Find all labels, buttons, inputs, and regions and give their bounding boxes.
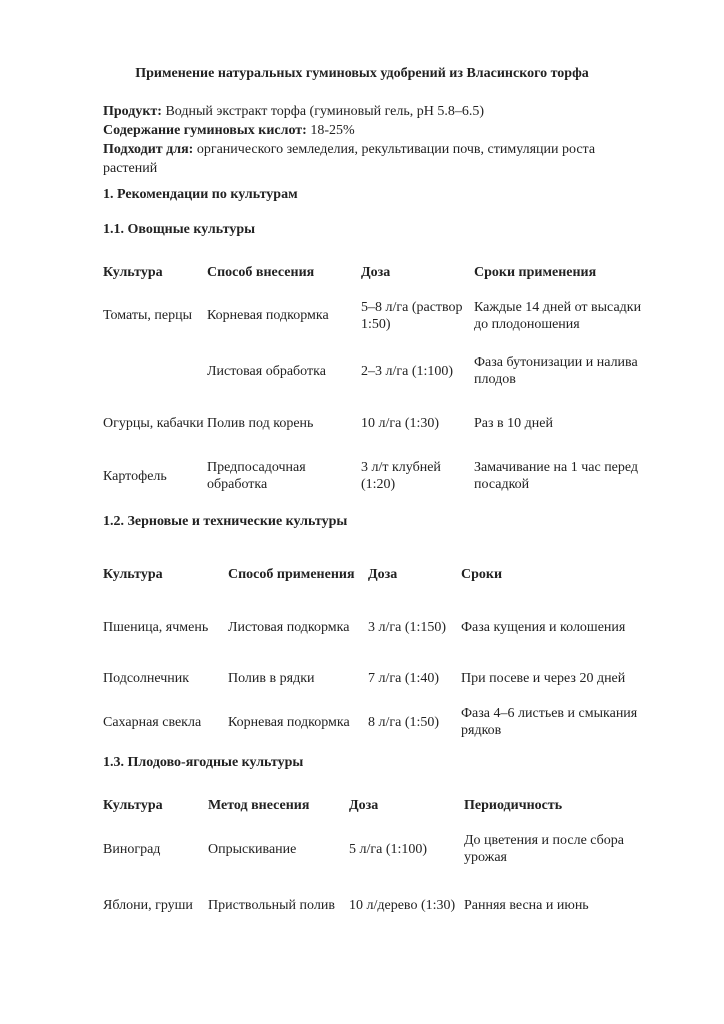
vegetables-heading: 1.1. Овощные культуры: [103, 222, 256, 237]
suitable-line: [103, 140, 643, 178]
table-row: [103, 659, 653, 697]
grain-table: [103, 555, 653, 747]
humic-line: [103, 121, 643, 140]
fruit-table: [103, 795, 654, 929]
table-cell: 7 л/га (1:40): [368, 670, 440, 686]
column-header: Культура: [103, 265, 163, 280]
table-cell: Листовая обработка: [207, 363, 326, 379]
table-row: [103, 697, 653, 747]
section-heading: 1. Рекомендации по культурам: [103, 187, 298, 202]
table-cell: Раз в 10 дней: [474, 415, 553, 431]
table-cell: Сахарная свекла: [103, 714, 202, 730]
column-header: Культура: [103, 567, 163, 582]
table-cell: При посеве и через 20 дней: [461, 670, 626, 686]
table-cell: Листовая подкормка: [228, 619, 350, 635]
column-header: Сроки применения: [474, 265, 597, 280]
table-cell: Фаза 4–6 листьев и смыкания рядков: [461, 706, 638, 738]
table-row: [103, 595, 653, 659]
table-cell: Подсолнечник: [103, 670, 190, 686]
vegetables-table: [103, 262, 654, 501]
column-header: Доза: [349, 798, 379, 813]
table-cell: 10 л/дерево (1:30): [349, 897, 456, 913]
column-header: Доза: [368, 567, 398, 582]
product-line: [103, 102, 643, 121]
table-row: [103, 817, 654, 881]
table-cell: Ранняя весна и июнь: [464, 897, 589, 913]
table-cell: 5–8 л/га (раствор 1:50): [361, 299, 463, 332]
table-cell: Предпосадочная обработка: [207, 460, 306, 492]
table-cell: Пшеница, ячмень: [103, 619, 209, 635]
table-cell: Полив под корень: [207, 415, 314, 431]
table-cell: Замачивание на 1 час перед посадкой: [474, 460, 639, 492]
table-cell: Корневая подкормка: [207, 308, 329, 323]
suitable-value: органического земледелия, рекультивации почв, стимуляции роста растений: [103, 142, 596, 176]
table-row: [103, 881, 654, 929]
table-cell: 3 л/га (1:150): [368, 619, 447, 635]
table-cell: Каждые 14 дней от высадки до плодоношения: [474, 299, 642, 332]
table-cell: Полив в рядки: [228, 670, 315, 686]
table-header-row: [103, 795, 654, 817]
table-cell: 2–3 л/га (1:100): [361, 363, 454, 379]
table-row: [103, 284, 654, 347]
table-header-row: [103, 262, 654, 284]
product-value: Водный экстракт торфа (гуминовый гель, pH 5.8–6.5): [165, 104, 485, 119]
column-header: Метод внесения: [208, 798, 310, 813]
humic-value: 18-25%: [310, 123, 355, 138]
table-cell: Виноград: [103, 841, 161, 857]
column-header: Способ применения: [228, 567, 355, 582]
table-cell: Корневая подкормка: [228, 714, 350, 730]
table-cell: [103, 347, 207, 395]
grain-heading: 1.2. Зерновые и технические культуры: [103, 514, 348, 529]
table-cell: Томаты, перцы: [103, 308, 192, 323]
table-cell: Опрыскивание: [208, 841, 297, 857]
table-cell: Огурцы, кабачки: [103, 415, 204, 431]
column-header: Доза: [361, 265, 391, 280]
table-cell: Фаза бутонизации и налива плодов: [474, 355, 638, 387]
table-cell: 5 л/га (1:100): [349, 841, 428, 857]
table-cell: Фаза кущения и колошения: [461, 619, 626, 635]
table-cell: 10 л/га (1:30): [361, 415, 440, 431]
column-header: Сроки: [461, 567, 503, 582]
column-header: Способ внесения: [207, 265, 315, 280]
table-row: [103, 347, 654, 395]
document-title: Применение натуральных гуминовых удобрений из Власинского торфа: [135, 66, 589, 81]
table-cell: Картофель: [103, 468, 167, 484]
column-header: Периодичность: [464, 798, 563, 813]
product-info: [103, 102, 643, 178]
suitable-label: Подходит для:: [103, 142, 194, 157]
humic-label: Содержание гуминовых кислот:: [103, 123, 307, 138]
fruit-heading: 1.3. Плодово-ягодные культуры: [103, 755, 304, 770]
table-cell: 3 л/т клубней (1:20): [361, 460, 441, 492]
column-header: Культура: [103, 798, 163, 813]
table-cell: До цветения и после сбора урожая: [464, 833, 625, 865]
table-row: [103, 451, 654, 501]
table-cell: Яблони, груши: [103, 897, 193, 913]
table-cell: Приствольный полив: [208, 897, 335, 913]
table-header-row: [103, 555, 653, 595]
table-row: [103, 395, 654, 451]
product-label: Продукт:: [103, 104, 162, 119]
table-cell: 8 л/га (1:50): [368, 714, 440, 730]
